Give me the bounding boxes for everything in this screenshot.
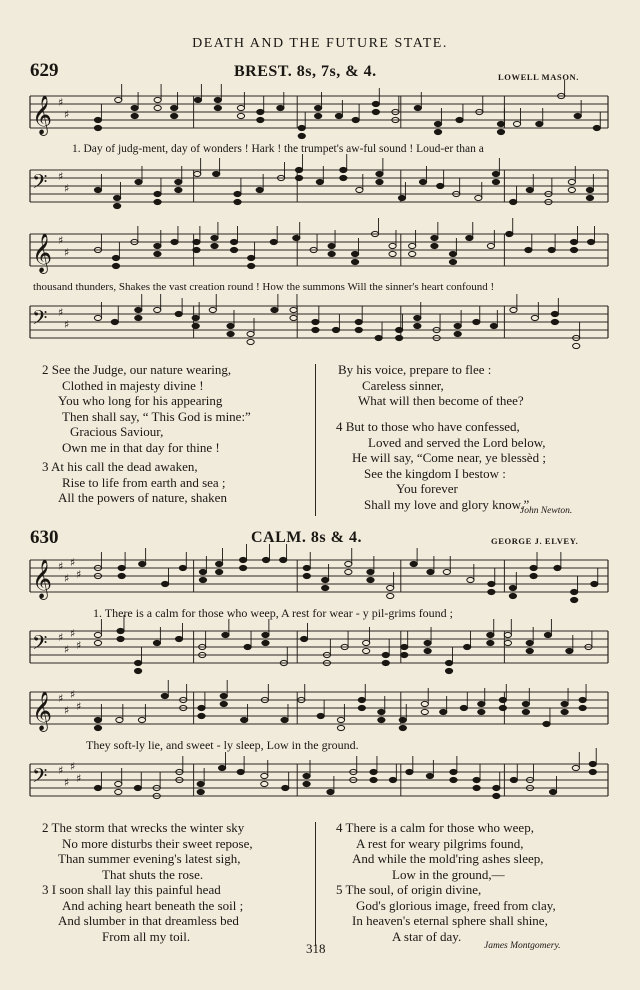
svg-text:♯: ♯ xyxy=(76,639,82,652)
svg-text:♯: ♯ xyxy=(64,108,70,121)
hymn-630-author: James Montgomery. xyxy=(484,941,561,951)
hymn-629-treble-staff-1 xyxy=(30,96,608,136)
svg-text:♯: ♯ xyxy=(58,631,64,644)
svg-text:𝄢: 𝄢 xyxy=(32,764,48,792)
svg-text:♯: ♯ xyxy=(58,692,64,705)
svg-text:♯: ♯ xyxy=(58,560,64,573)
hymn-629-tune: BREST. 8s, 7s, & 4. xyxy=(234,63,377,80)
svg-text:𝄞: 𝄞 xyxy=(32,559,53,599)
svg-text:♯: ♯ xyxy=(70,627,76,640)
hymn-630-bass-staff-2 xyxy=(30,760,608,804)
hymn-630-stanza-4: 4 There is a calm for those who weep, A rest for weary pilgrims found, And while the mold'ring ashes sleep, Low in the ground,— xyxy=(336,820,544,882)
svg-text:𝄢: 𝄢 xyxy=(32,306,48,334)
svg-text:♯: ♯ xyxy=(70,760,76,773)
svg-text:♯: ♯ xyxy=(58,96,64,109)
hymn-630-stanza-3: 3 I soon shall lay this painful head And aching heart beneath the soil ; And slumber in that dreamless bed From all my toil. xyxy=(42,882,244,944)
hymn-630-tune: CALM. 8s & 4. xyxy=(251,529,362,546)
svg-text:♯: ♯ xyxy=(70,688,76,701)
svg-text:♯: ♯ xyxy=(58,170,64,183)
hymn-629-number: 629 xyxy=(30,60,59,81)
svg-text:♯: ♯ xyxy=(64,572,70,585)
hymn-630-lyric-line-2: They soft-ly lie, and sweet - ly sleep, Low in the ground. xyxy=(86,738,359,752)
svg-text:♯: ♯ xyxy=(64,318,70,331)
hymn-629-lyric-line-2: thousand thunders, Shakes the vast creation round ! How the summons Will the sinner's heart confound ! xyxy=(33,281,495,293)
svg-text:♯: ♯ xyxy=(64,704,70,717)
svg-text:𝄞: 𝄞 xyxy=(32,691,53,731)
hymn-630-composer: GEORGE J. ELVEY. xyxy=(491,536,579,546)
svg-text:𝄞: 𝄞 xyxy=(32,95,53,135)
page-number: 318 xyxy=(306,941,326,956)
hymn-630-bass-staff-1 xyxy=(30,627,608,671)
hymn-629-author: John Newton. xyxy=(520,506,573,516)
column-divider-629 xyxy=(315,364,316,516)
svg-text:♯: ♯ xyxy=(76,700,82,713)
hymn-630-treble-staff-1 xyxy=(30,556,608,600)
hymn-629-composer: LOWELL MASON. xyxy=(498,72,580,82)
hymn-629-treble-staff-2 xyxy=(30,234,608,274)
column-divider-630 xyxy=(315,822,316,946)
hymn-629-stanza-3-continued: By his voice, prepare to flee : Careless sinner, What will then become of thee? xyxy=(338,362,524,409)
hymn-630-stanza-5: 5 The soul, of origin divine, God's glorious image, freed from clay, In heaven's eternal sphere shall shine, A star of day. xyxy=(336,882,556,944)
svg-text:♯: ♯ xyxy=(76,772,82,785)
svg-text:𝄢: 𝄢 xyxy=(32,631,48,659)
page-header: DEATH AND THE FUTURE STATE. xyxy=(192,36,448,51)
hymn-629-bass-staff-2 xyxy=(30,306,608,346)
svg-text:♯: ♯ xyxy=(58,764,64,777)
svg-text:♯: ♯ xyxy=(58,234,64,247)
hymn-630-stanza-2: 2 The storm that wrecks the winter sky No more disturbs their sweet repose, Than summer evening's latest sigh, That shuts the rose. xyxy=(42,820,253,882)
svg-text:♯: ♯ xyxy=(64,776,70,789)
svg-text:𝄢: 𝄢 xyxy=(32,170,48,198)
svg-text:♯: ♯ xyxy=(64,182,70,195)
hymn-629-stanza-4: 4 But to those who have confessed, Loved and served the Lord below, He will say, “Come near, ye blessèd ; See the kingdom I bestow : You forever Shall my love and glory know.” xyxy=(336,419,546,512)
svg-text:♯: ♯ xyxy=(64,246,70,259)
hymn-630-number: 630 xyxy=(30,527,59,548)
hymn-629-stanza-2: 2 See the Judge, our nature wearing, Clothed in majesty divine ! You who long for his appearing Then shall say, “ This God is mine:” Gracious Saviour, Own me in that day for thine ! xyxy=(42,362,251,455)
hymn-630-lyric-line-1: 1. There is a calm for those who weep, A rest for wear - y pil-grims found ; xyxy=(93,606,454,620)
hymn-629-lyric-line-1: 1. Day of judg-ment, day of wonders ! Hark ! the trumpet's aw-ful sound ! Loud-er than a xyxy=(72,143,484,155)
svg-text:♯: ♯ xyxy=(70,556,76,569)
svg-text:♯: ♯ xyxy=(76,568,82,581)
svg-text:♯: ♯ xyxy=(64,643,70,656)
hymn-630-treble-staff-2 xyxy=(30,688,608,732)
svg-text:𝄞: 𝄞 xyxy=(32,233,53,273)
svg-text:♯: ♯ xyxy=(58,306,64,319)
hymn-629-bass-staff-1 xyxy=(30,170,608,210)
hymn-629-stanza-3: 3 At his call the dead awaken, Rise to life from earth and sea ; All the powers of nature, shaken xyxy=(42,459,227,506)
